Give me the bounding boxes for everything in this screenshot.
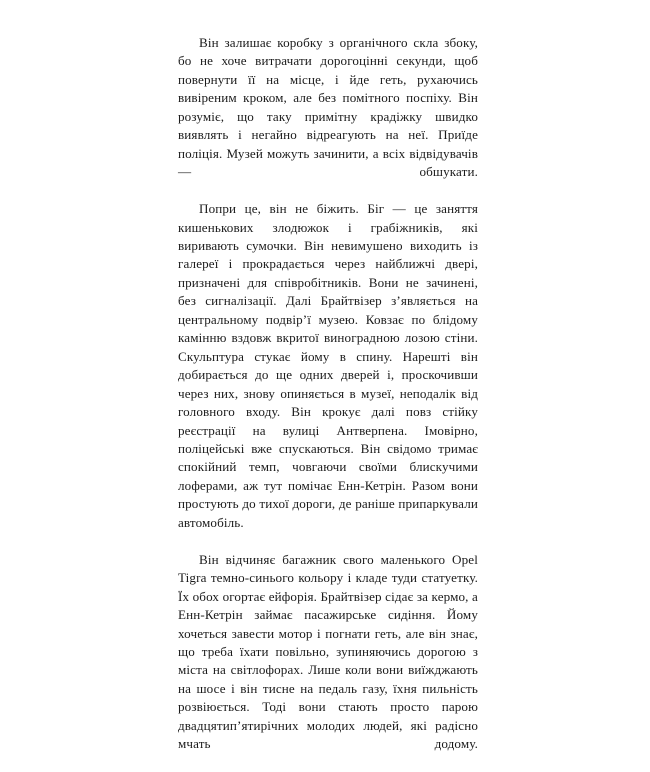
body-paragraph: Попри це, він не біжить. Біг — це заняття кишенькових злодюжок і грабіжників, які виривають сумочки. Він невимушено виходить із галереї і прокрадається через найближчі двері, призначені для співробітників. Вони не зачинені, без сигналізації. Далі Брайтвізер з’являється на центральному подвір’ї музею. Ковзає по блідому камінню вздовж вкритої виноградною лозою стіни. Скульптура стукає йому в спину. Нарешті він добирається до ще одних дверей і, проскочивши через них, знову опиняється в музеї, неподалік від головного входу. Він крокує далі повз стійку реєстрації на вулиці Антверпена. Імовірно, поліцейські вже спускаються. Він свідомо тримає спокійний темп, човгаючи своїми блискучими лоферами, аж тут помічає Енн-Кетрін. Разом вони простують до тихої дороги, де раніше припаркували автомобіль. — [178, 201, 478, 530]
body-paragraph: Він залишає коробку з органічного скла збоку, бо не хоче витрачати дорогоцінні секунди, щоб повернути її на місце, і йде геть, рухаючись вивіреним кроком, але без помітного поспіху. Він розуміє, що таку примітну крадіжку швидко виявлять і негайно відреагують на неї. Приїде поліція. Музей можуть зачинити, а всіх відвідувачів — обшукати. — [178, 35, 478, 180]
body-paragraph: Він відчиняє багажник свого маленького Opel Tigra темно-синього кольору і кладе туди статуетку. Їх обох огортає ейфорія. Брайтвізер сідає за кермо, а Енн-Кетрін займає пасажирське сидіння. Йому хочеться завести мотор і погнати геть, але він знає, що треба їхати повільно, зупиняючись дорогою з міста на світлофорах. Лише коли вони виїжджають на шосе і він тисне на педаль газу, їхня пильність розвіюється. Тоді вони стають просто парою двадцятип’ятирічних молодих людей, які радісно мчать додому. — [178, 551, 478, 752]
page-text-block — [178, 34, 478, 772]
